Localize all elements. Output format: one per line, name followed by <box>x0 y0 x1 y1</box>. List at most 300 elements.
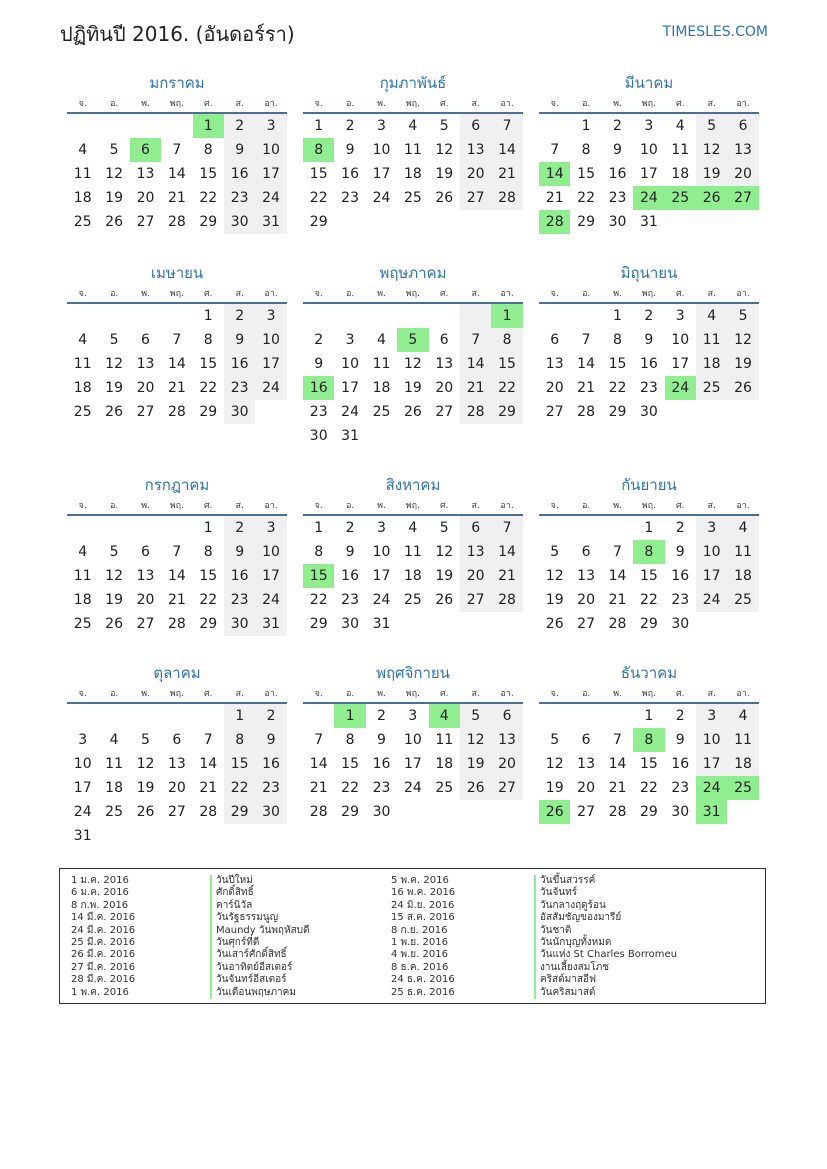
day-cell[interactable]: 21 <box>167 380 186 396</box>
day-cell[interactable]: 7 <box>460 328 491 352</box>
day-cell[interactable]: 8 <box>581 142 591 158</box>
day-cell[interactable]: 25 <box>403 190 422 206</box>
day-cell[interactable]: 27 <box>545 404 564 420</box>
day-cell[interactable]: 15 <box>199 356 218 372</box>
day-cell[interactable]: 6 <box>581 732 591 748</box>
day-cell[interactable]: 11 <box>105 756 123 772</box>
day-cell[interactable]: 9 <box>377 732 386 748</box>
day-cell[interactable]: 15 <box>309 166 328 182</box>
day-cell[interactable]: 30 <box>224 612 255 636</box>
day-cell[interactable]: 5 <box>397 328 428 352</box>
day-cell[interactable]: 11 <box>435 732 454 748</box>
day-cell[interactable]: 16 <box>303 376 334 400</box>
day-cell[interactable]: 30 <box>671 804 690 820</box>
day-cell[interactable]: 1 <box>314 118 324 134</box>
day-cell[interactable]: 24 <box>372 592 391 608</box>
day-cell[interactable]: 19 <box>105 190 123 206</box>
day-cell[interactable]: 3 <box>696 516 727 540</box>
day-cell[interactable]: 29 <box>577 214 595 230</box>
day-cell[interactable]: 11 <box>372 356 391 372</box>
day-cell[interactable]: 18 <box>73 190 92 206</box>
day-cell[interactable]: 6 <box>141 332 150 348</box>
day-cell[interactable]: 21 <box>608 780 627 796</box>
day-cell[interactable]: 5 <box>439 520 449 536</box>
day-cell[interactable]: 17 <box>255 162 286 186</box>
day-cell[interactable]: 27 <box>136 404 155 420</box>
day-cell[interactable]: 13 <box>577 568 595 584</box>
day-cell[interactable]: 9 <box>224 328 255 352</box>
day-cell[interactable]: 27 <box>167 804 186 820</box>
day-cell[interactable]: 24 <box>255 186 286 210</box>
day-cell[interactable]: 25 <box>372 404 391 420</box>
day-cell[interactable]: 22 <box>224 776 255 800</box>
day-cell[interactable]: 24 <box>255 588 286 612</box>
day-cell[interactable]: 9 <box>613 142 622 158</box>
day-cell[interactable]: 9 <box>675 732 685 748</box>
day-cell[interactable]: 3 <box>377 520 386 536</box>
day-cell[interactable]: 9 <box>314 356 324 372</box>
day-cell[interactable]: 12 <box>435 142 454 158</box>
day-cell[interactable]: 26 <box>105 214 123 230</box>
day-cell[interactable]: 21 <box>167 592 186 608</box>
day-cell[interactable]: 4 <box>78 544 88 560</box>
day-cell[interactable]: 20 <box>136 380 155 396</box>
day-cell[interactable]: 28 <box>167 404 186 420</box>
day-cell[interactable]: 20 <box>460 162 491 186</box>
day-cell[interactable]: 13 <box>136 568 155 584</box>
day-cell[interactable]: 4 <box>408 118 418 134</box>
day-cell[interactable]: 17 <box>696 752 727 776</box>
day-cell[interactable]: 25 <box>435 780 454 796</box>
day-cell[interactable]: 5 <box>109 544 119 560</box>
day-cell[interactable]: 26 <box>105 404 123 420</box>
day-cell[interactable]: 31 <box>372 616 391 632</box>
day-cell[interactable]: 18 <box>403 568 422 584</box>
day-cell[interactable]: 15 <box>608 356 627 372</box>
day-cell[interactable]: 26 <box>545 616 564 632</box>
day-cell[interactable]: 22 <box>608 380 627 396</box>
day-cell[interactable]: 2 <box>613 118 622 134</box>
day-cell[interactable]: 15 <box>639 756 658 772</box>
day-cell[interactable]: 29 <box>199 616 218 632</box>
day-cell[interactable]: 26 <box>539 800 570 824</box>
day-cell[interactable]: 13 <box>460 540 491 564</box>
day-cell[interactable]: 27 <box>136 214 155 230</box>
day-cell[interactable]: 30 <box>224 210 255 234</box>
day-cell[interactable]: 30 <box>255 800 286 824</box>
day-cell[interactable]: 25 <box>73 404 92 420</box>
day-cell[interactable]: 17 <box>696 564 727 588</box>
day-cell[interactable]: 12 <box>460 728 491 752</box>
day-cell[interactable]: 7 <box>172 332 182 348</box>
day-cell[interactable]: 10 <box>372 142 391 158</box>
day-cell[interactable]: 8 <box>203 332 213 348</box>
day-cell[interactable]: 11 <box>73 568 92 584</box>
day-cell[interactable]: 31 <box>255 612 286 636</box>
day-cell[interactable]: 11 <box>671 142 690 158</box>
day-cell[interactable]: 29 <box>199 404 218 420</box>
day-cell[interactable]: 24 <box>696 588 727 612</box>
day-cell[interactable]: 17 <box>255 352 286 376</box>
day-cell[interactable]: 24 <box>73 804 92 820</box>
day-cell[interactable]: 11 <box>73 166 92 182</box>
day-cell[interactable]: 10 <box>372 544 391 560</box>
day-cell[interactable]: 1 <box>644 708 654 724</box>
day-cell[interactable]: 6 <box>130 138 161 162</box>
day-cell[interactable]: 17 <box>255 564 286 588</box>
day-cell[interactable]: 25 <box>403 592 422 608</box>
day-cell[interactable]: 30 <box>372 804 391 820</box>
day-cell[interactable]: 27 <box>727 186 758 210</box>
day-cell[interactable]: 19 <box>136 780 155 796</box>
day-cell[interactable]: 2 <box>345 520 355 536</box>
day-cell[interactable]: 21 <box>167 190 186 206</box>
day-cell[interactable]: 26 <box>435 592 454 608</box>
day-cell[interactable]: 1 <box>644 520 654 536</box>
day-cell[interactable]: 18 <box>696 352 727 376</box>
day-cell[interactable]: 16 <box>341 166 359 182</box>
day-cell[interactable]: 7 <box>172 142 182 158</box>
day-cell[interactable]: 8 <box>633 540 664 564</box>
day-cell[interactable]: 1 <box>334 704 365 728</box>
day-cell[interactable]: 27 <box>460 588 491 612</box>
day-cell[interactable]: 22 <box>639 592 658 608</box>
day-cell[interactable]: 19 <box>105 380 123 396</box>
day-cell[interactable]: 31 <box>255 210 286 234</box>
day-cell[interactable]: 10 <box>639 142 658 158</box>
day-cell[interactable]: 3 <box>377 118 386 134</box>
day-cell[interactable]: 31 <box>639 214 658 230</box>
day-cell[interactable]: 1 <box>613 308 622 324</box>
day-cell[interactable]: 29 <box>309 616 328 632</box>
day-cell[interactable]: 12 <box>545 568 564 584</box>
day-cell[interactable]: 18 <box>435 756 454 772</box>
day-cell[interactable]: 25 <box>665 186 696 210</box>
day-cell[interactable]: 26 <box>696 186 727 210</box>
day-cell[interactable]: 4 <box>78 332 88 348</box>
day-cell[interactable]: 22 <box>199 592 218 608</box>
day-cell[interactable]: 10 <box>671 332 690 348</box>
day-cell[interactable]: 2 <box>224 516 255 540</box>
day-cell[interactable]: 6 <box>460 516 491 540</box>
day-cell[interactable]: 20 <box>727 162 758 186</box>
day-cell[interactable]: 17 <box>403 756 422 772</box>
day-cell[interactable]: 30 <box>341 616 359 632</box>
day-cell[interactable]: 18 <box>727 564 758 588</box>
day-cell[interactable]: 10 <box>696 728 727 752</box>
day-cell[interactable]: 26 <box>105 616 123 632</box>
day-cell[interactable]: 19 <box>727 352 758 376</box>
day-cell[interactable]: 16 <box>608 166 627 182</box>
day-cell[interactable]: 9 <box>224 138 255 162</box>
day-cell[interactable]: 3 <box>255 304 286 328</box>
day-cell[interactable]: 13 <box>577 756 595 772</box>
day-cell[interactable]: 23 <box>639 380 658 396</box>
day-cell[interactable]: 3 <box>675 308 685 324</box>
day-cell[interactable]: 13 <box>727 138 758 162</box>
day-cell[interactable]: 22 <box>341 780 359 796</box>
day-cell[interactable]: 29 <box>491 400 522 424</box>
day-cell[interactable]: 13 <box>435 356 454 372</box>
day-cell[interactable]: 24 <box>665 376 696 400</box>
day-cell[interactable]: 14 <box>167 166 186 182</box>
day-cell[interactable]: 4 <box>675 118 685 134</box>
day-cell[interactable]: 23 <box>372 780 391 796</box>
day-cell[interactable]: 3 <box>255 516 286 540</box>
day-cell[interactable]: 27 <box>491 776 522 800</box>
day-cell[interactable]: 16 <box>224 564 255 588</box>
day-cell[interactable]: 7 <box>581 332 591 348</box>
day-cell[interactable]: 2 <box>314 332 324 348</box>
day-cell[interactable]: 20 <box>136 190 155 206</box>
day-cell[interactable]: 25 <box>727 776 758 800</box>
day-cell[interactable]: 27 <box>136 616 155 632</box>
day-cell[interactable]: 20 <box>460 564 491 588</box>
day-cell[interactable]: 7 <box>491 516 522 540</box>
day-cell[interactable]: 28 <box>539 210 570 234</box>
day-cell[interactable]: 3 <box>255 114 286 138</box>
day-cell[interactable]: 4 <box>408 520 418 536</box>
day-cell[interactable]: 6 <box>550 332 560 348</box>
day-cell[interactable]: 1 <box>491 304 522 328</box>
day-cell[interactable]: 24 <box>341 404 359 420</box>
day-cell[interactable]: 28 <box>577 404 595 420</box>
day-cell[interactable]: 18 <box>372 380 391 396</box>
day-cell[interactable]: 1 <box>203 308 213 324</box>
day-cell[interactable]: 21 <box>577 380 595 396</box>
day-cell[interactable]: 1 <box>224 704 255 728</box>
day-cell[interactable]: 5 <box>550 544 560 560</box>
day-cell[interactable]: 16 <box>372 756 391 772</box>
day-cell[interactable]: 7 <box>613 732 622 748</box>
day-cell[interactable]: 21 <box>309 780 328 796</box>
day-cell[interactable]: 6 <box>581 544 591 560</box>
day-cell[interactable]: 4 <box>109 732 119 748</box>
day-cell[interactable]: 30 <box>671 616 690 632</box>
day-cell[interactable]: 11 <box>696 328 727 352</box>
day-cell[interactable]: 21 <box>608 592 627 608</box>
day-cell[interactable]: 23 <box>341 592 359 608</box>
day-cell[interactable]: 18 <box>105 780 123 796</box>
day-cell[interactable]: 3 <box>345 332 355 348</box>
day-cell[interactable]: 28 <box>608 616 627 632</box>
day-cell[interactable]: 19 <box>545 780 564 796</box>
day-cell[interactable]: 14 <box>608 568 627 584</box>
day-cell[interactable]: 14 <box>167 356 186 372</box>
day-cell[interactable]: 24 <box>696 776 727 800</box>
day-cell[interactable]: 20 <box>545 380 564 396</box>
day-cell[interactable]: 14 <box>491 540 522 564</box>
day-cell[interactable]: 30 <box>224 400 255 424</box>
day-cell[interactable]: 29 <box>199 214 218 230</box>
day-cell[interactable]: 9 <box>224 540 255 564</box>
day-cell[interactable]: 28 <box>460 400 491 424</box>
day-cell[interactable]: 24 <box>403 780 422 796</box>
day-cell[interactable]: 8 <box>303 138 334 162</box>
day-cell[interactable]: 12 <box>727 328 758 352</box>
day-cell[interactable]: 1 <box>193 114 224 138</box>
day-cell[interactable]: 20 <box>491 752 522 776</box>
day-cell[interactable]: 6 <box>491 704 522 728</box>
day-cell[interactable]: 14 <box>491 138 522 162</box>
day-cell[interactable]: 12 <box>403 356 422 372</box>
day-cell[interactable]: 15 <box>491 352 522 376</box>
day-cell[interactable]: 29 <box>639 616 658 632</box>
day-cell[interactable]: 31 <box>696 800 727 824</box>
day-cell[interactable]: 16 <box>671 568 690 584</box>
day-cell[interactable]: 22 <box>491 376 522 400</box>
day-cell[interactable]: 22 <box>199 190 218 206</box>
day-cell[interactable]: 20 <box>136 592 155 608</box>
day-cell[interactable]: 11 <box>727 540 758 564</box>
day-cell[interactable]: 16 <box>671 756 690 772</box>
day-cell[interactable]: 16 <box>255 752 286 776</box>
day-cell[interactable]: 10 <box>403 732 422 748</box>
day-cell[interactable]: 1 <box>203 520 213 536</box>
day-cell[interactable]: 23 <box>671 592 690 608</box>
day-cell[interactable]: 22 <box>309 190 328 206</box>
day-cell[interactable]: 3 <box>78 732 88 748</box>
day-cell[interactable]: 12 <box>545 756 564 772</box>
day-cell[interactable]: 27 <box>577 616 595 632</box>
day-cell[interactable]: 17 <box>639 166 658 182</box>
day-cell[interactable]: 11 <box>73 356 92 372</box>
day-cell[interactable]: 21 <box>491 564 522 588</box>
day-cell[interactable]: 27 <box>577 804 595 820</box>
day-cell[interactable]: 25 <box>73 214 92 230</box>
day-cell[interactable]: 11 <box>403 142 422 158</box>
day-cell[interactable]: 25 <box>105 804 123 820</box>
day-cell[interactable]: 23 <box>224 588 255 612</box>
day-cell[interactable]: 13 <box>491 728 522 752</box>
day-cell[interactable]: 8 <box>345 732 355 748</box>
day-cell[interactable]: 28 <box>608 804 627 820</box>
day-cell[interactable]: 30 <box>639 404 658 420</box>
day-cell[interactable]: 20 <box>435 380 454 396</box>
day-cell[interactable]: 13 <box>460 138 491 162</box>
day-cell[interactable]: 5 <box>696 114 727 138</box>
day-cell[interactable]: 5 <box>460 704 491 728</box>
day-cell[interactable]: 20 <box>577 592 595 608</box>
day-cell[interactable]: 2 <box>224 304 255 328</box>
day-cell[interactable]: 15 <box>199 166 218 182</box>
day-cell[interactable]: 14 <box>167 568 186 584</box>
day-cell[interactable]: 30 <box>309 428 328 444</box>
day-cell[interactable]: 20 <box>577 780 595 796</box>
day-cell[interactable]: 13 <box>545 356 564 372</box>
day-cell[interactable]: 2 <box>644 308 654 324</box>
day-cell[interactable]: 12 <box>105 356 123 372</box>
day-cell[interactable]: 21 <box>545 190 564 206</box>
day-cell[interactable]: 9 <box>644 332 654 348</box>
day-cell[interactable]: 23 <box>608 190 627 206</box>
day-cell[interactable]: 29 <box>639 804 658 820</box>
day-cell[interactable]: 8 <box>314 544 324 560</box>
day-cell[interactable]: 13 <box>136 166 155 182</box>
day-cell[interactable]: 19 <box>105 592 123 608</box>
day-cell[interactable]: 23 <box>341 190 359 206</box>
day-cell[interactable]: 23 <box>671 780 690 796</box>
site-link[interactable]: TIMESLES.COM <box>662 24 768 40</box>
day-cell[interactable]: 24 <box>633 186 664 210</box>
day-cell[interactable]: 6 <box>439 332 449 348</box>
day-cell[interactable]: 4 <box>727 516 758 540</box>
day-cell[interactable]: 18 <box>73 380 92 396</box>
day-cell[interactable]: 25 <box>727 588 758 612</box>
day-cell[interactable]: 29 <box>341 804 359 820</box>
day-cell[interactable]: 6 <box>727 114 758 138</box>
day-cell[interactable]: 29 <box>608 404 627 420</box>
day-cell[interactable]: 25 <box>696 376 727 400</box>
day-cell[interactable]: 23 <box>224 376 255 400</box>
day-cell[interactable]: 12 <box>136 756 155 772</box>
day-cell[interactable]: 13 <box>167 756 186 772</box>
day-cell[interactable]: 16 <box>224 162 255 186</box>
day-cell[interactable]: 3 <box>644 118 654 134</box>
day-cell[interactable]: 5 <box>109 332 119 348</box>
day-cell[interactable]: 23 <box>255 776 286 800</box>
day-cell[interactable]: 10 <box>341 356 359 372</box>
day-cell[interactable]: 22 <box>309 592 328 608</box>
day-cell[interactable]: 16 <box>224 352 255 376</box>
day-cell[interactable]: 19 <box>435 166 454 182</box>
day-cell[interactable]: 9 <box>345 142 355 158</box>
day-cell[interactable]: 18 <box>671 166 690 182</box>
day-cell[interactable]: 28 <box>309 804 328 820</box>
day-cell[interactable]: 8 <box>203 544 213 560</box>
day-cell[interactable]: 7 <box>613 544 622 560</box>
day-cell[interactable]: 9 <box>675 544 685 560</box>
day-cell[interactable]: 7 <box>203 732 213 748</box>
day-cell[interactable]: 26 <box>435 190 454 206</box>
day-cell[interactable]: 6 <box>172 732 182 748</box>
day-cell[interactable]: 5 <box>141 732 150 748</box>
day-cell[interactable]: 15 <box>639 568 658 584</box>
day-cell[interactable]: 2 <box>255 704 286 728</box>
day-cell[interactable]: 28 <box>491 186 522 210</box>
day-cell[interactable]: 19 <box>460 752 491 776</box>
day-cell[interactable]: 7 <box>550 142 560 158</box>
day-cell[interactable]: 21 <box>460 376 491 400</box>
day-cell[interactable]: 8 <box>203 142 213 158</box>
day-cell[interactable]: 15 <box>341 756 359 772</box>
day-cell[interactable]: 30 <box>608 214 627 230</box>
day-cell[interactable]: 13 <box>136 356 155 372</box>
day-cell[interactable]: 17 <box>341 380 359 396</box>
day-cell[interactable]: 25 <box>73 616 92 632</box>
day-cell[interactable]: 10 <box>255 540 286 564</box>
day-cell[interactable]: 21 <box>199 780 218 796</box>
day-cell[interactable]: 23 <box>224 186 255 210</box>
day-cell[interactable]: 28 <box>167 214 186 230</box>
day-cell[interactable]: 4 <box>429 704 460 728</box>
day-cell[interactable]: 10 <box>255 138 286 162</box>
day-cell[interactable]: 10 <box>696 540 727 564</box>
day-cell[interactable]: 2 <box>345 118 355 134</box>
day-cell[interactable]: 1 <box>314 520 324 536</box>
day-cell[interactable]: 18 <box>727 752 758 776</box>
day-cell[interactable]: 15 <box>303 564 334 588</box>
day-cell[interactable]: 5 <box>550 732 560 748</box>
day-cell[interactable]: 1 <box>581 118 591 134</box>
day-cell[interactable]: 22 <box>199 380 218 396</box>
day-cell[interactable]: 23 <box>309 404 328 420</box>
day-cell[interactable]: 3 <box>696 704 727 728</box>
day-cell[interactable]: 20 <box>167 780 186 796</box>
day-cell[interactable]: 6 <box>460 114 491 138</box>
day-cell[interactable]: 8 <box>613 332 622 348</box>
day-cell[interactable]: 16 <box>639 356 658 372</box>
